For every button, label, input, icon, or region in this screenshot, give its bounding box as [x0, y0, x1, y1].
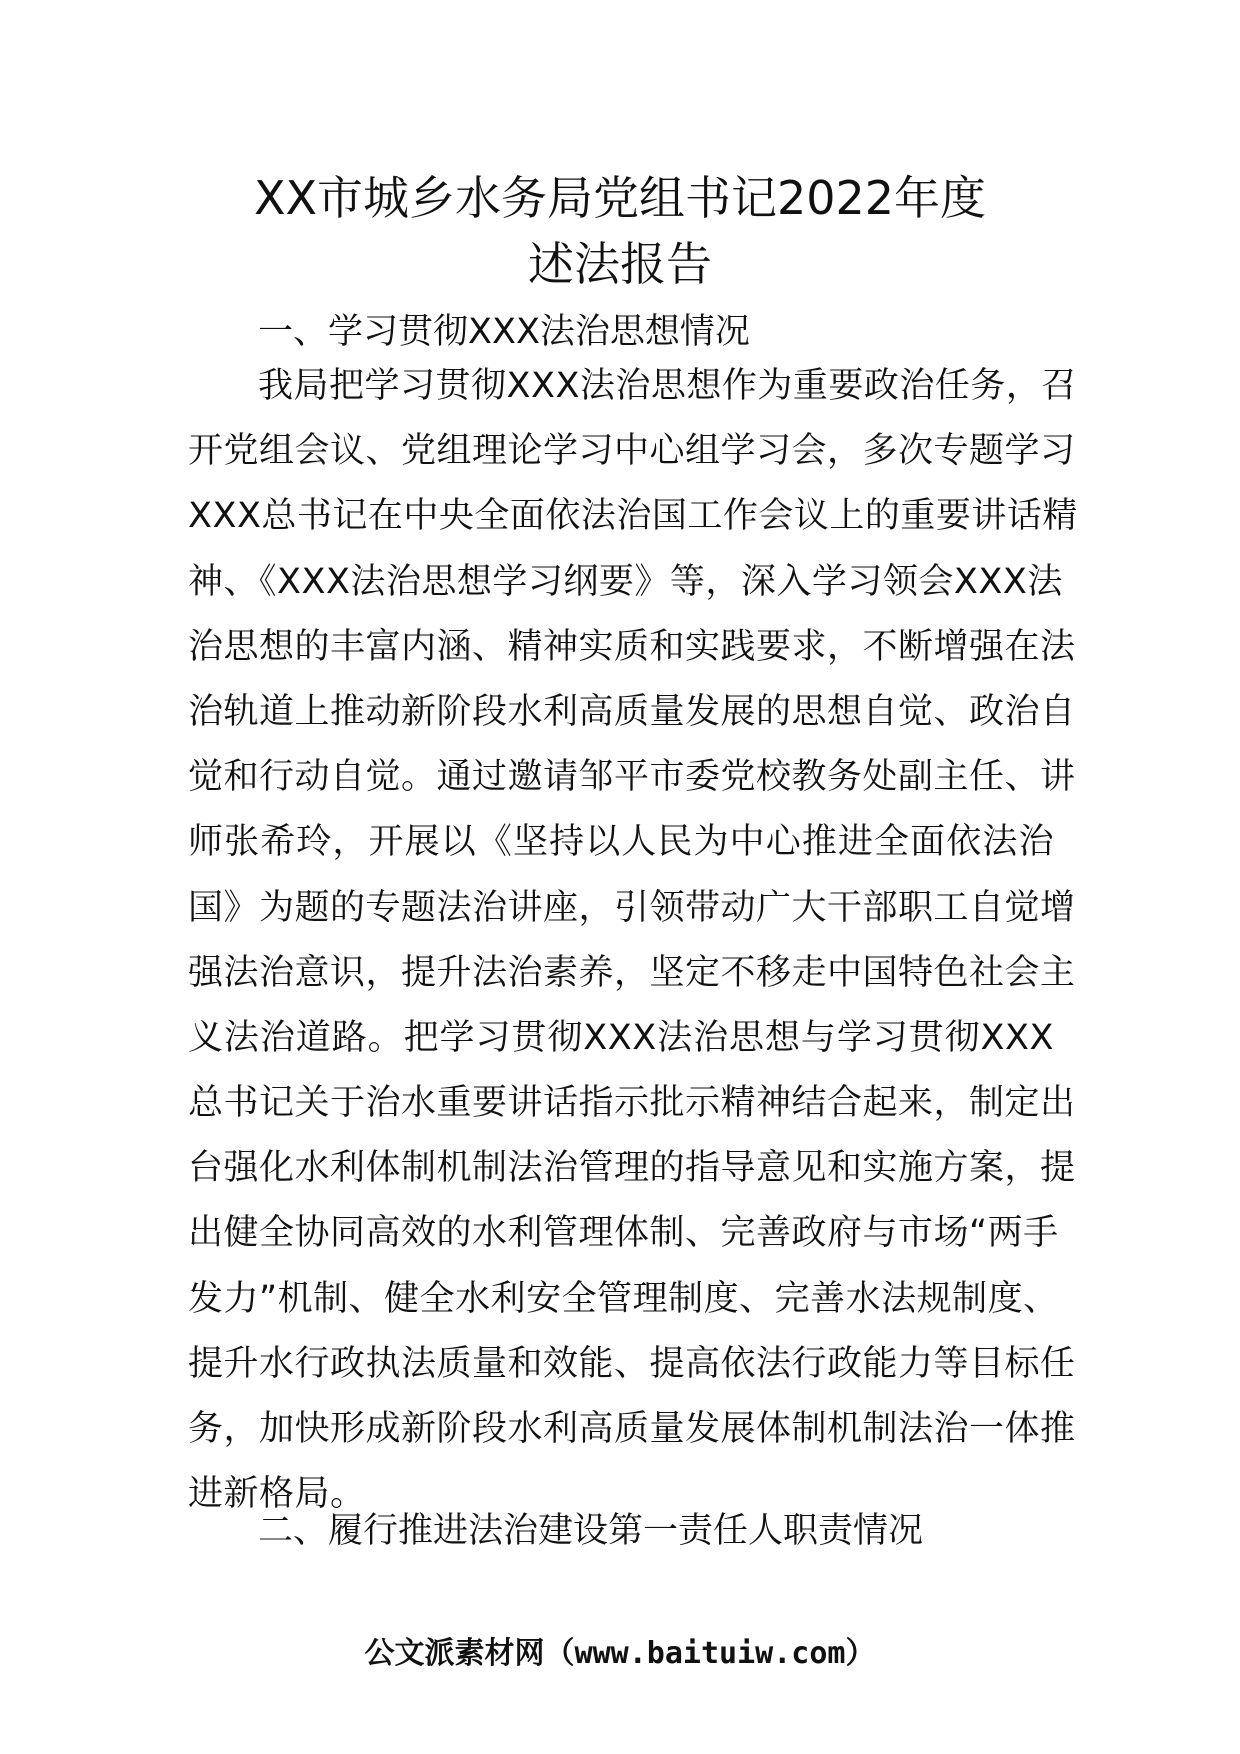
section-1-paragraph — [188, 354, 1078, 1527]
paragraph-line: 台强化水利体制机制法治管理的指导意见和实施方案，提 — [188, 1148, 1076, 1189]
paragraph-line: 强法治意识，提升法治素养，坚定不移走中国特色社会主 — [188, 952, 1076, 993]
paragraph-line: 觉和行动自觉。通过邀请邹平市委党校教务处副主任、讲 — [188, 757, 1076, 798]
footer-watermark: 公文派素材网（www.baituiw.com） — [364, 1636, 876, 1671]
paragraph-line: 师张希玲，开展以《坚持以人民为中心推进全面依法治 — [188, 822, 1054, 863]
paragraph-line: 发力”机制、健全水利安全管理制度、完善水法规制度、 — [188, 1278, 1059, 1319]
paragraph-line: 提升水行政执法质量和效能、提高依法行政能力等目标任 — [188, 1343, 1076, 1384]
paragraph-line: 治思想的丰富内涵、精神实质和实践要求，不断增强在法 — [188, 626, 1076, 667]
paragraph-line: 治轨道上推动新阶段水利高质量发展的思想自觉、政治自 — [188, 691, 1076, 732]
paragraph-line: XXX总书记在中央全面依法治国工作会议上的重要讲话精 — [188, 496, 1078, 537]
document-title-line-1: XX市城乡水务局党组书记2022年度 — [253, 171, 987, 225]
paragraph-line: 开党组会议、党组理论学习中心组学习会，多次专题学习 — [188, 431, 1076, 472]
paragraph-line: 神、《XXX法治思想学习纲要》等，深入学习领会XXX法 — [188, 561, 1063, 602]
document-title-line-2: 述法报告 — [528, 237, 712, 291]
paragraph-line: 我局把学习贯彻XXX法治思想作为重要政治任务，召 — [258, 366, 1077, 406]
paragraph-line: 出健全协同高效的水利管理体制、完善政府与市场“两手 — [188, 1213, 1059, 1254]
paragraph-line: 义法治道路。把学习贯彻XXX法治思想与学习贯彻XXX — [188, 1017, 1054, 1058]
section-1-heading: 一、学习贯彻XXX法治思想情况 — [258, 312, 750, 352]
paragraph-line: 务，加快形成新阶段水利高质量发展体制机制法治一体推 — [188, 1409, 1076, 1449]
paragraph-line: 总书记关于治水重要讲话指示批示精神结合起来，制定出 — [188, 1083, 1076, 1124]
paragraph-line: 国》为题的专题法治讲座，引领带动广大干部职工自觉增 — [188, 887, 1076, 928]
paragraph-line: 进新格局。 — [188, 1474, 366, 1515]
section-2-heading: 二、履行推进法治建设第一责任人职责情况 — [258, 1511, 924, 1551]
